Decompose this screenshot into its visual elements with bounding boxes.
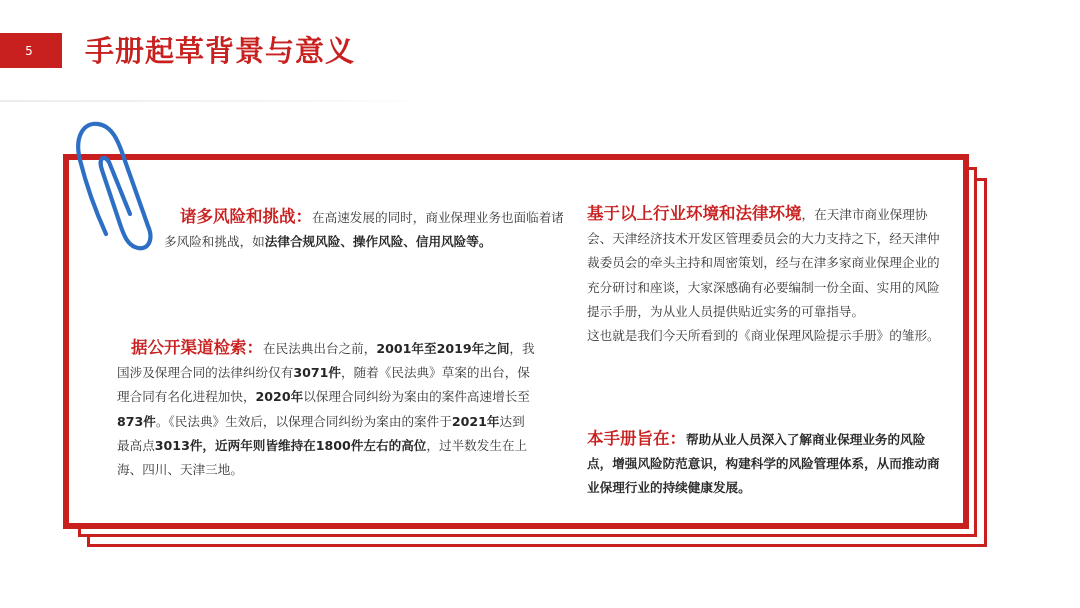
industry-environment-block bbox=[587, 202, 947, 348]
industry-environment-heading: 基于以上行业环境和法律环境 bbox=[587, 204, 802, 223]
manual-purpose-block bbox=[587, 427, 947, 501]
risk-types-bold: 法律合规风险、操作风险、信用风险等。 bbox=[264, 234, 492, 250]
period-bold: 2001年至2019年之间 bbox=[376, 341, 510, 356]
count-3071-bold: 3071件 bbox=[293, 365, 341, 381]
page-number-badge: 5 bbox=[0, 33, 62, 68]
count-873-bold: 873件 bbox=[117, 413, 156, 429]
public-search-text-1: 在民法典出台之前， bbox=[263, 341, 377, 356]
public-search-heading: 据公开渠道检索： bbox=[131, 338, 263, 357]
manual-purpose-heading: 本手册旨在： bbox=[587, 429, 686, 448]
public-search-text-4: 以保理合同纠纷为案由的案件高速增长至 bbox=[303, 389, 530, 405]
public-search-text-7: ，过半数发生在上海、四川、天津三地。 bbox=[117, 437, 528, 478]
public-search-text-3: ，随着《民法典》草案的出台，保理合同有名化进程加快， bbox=[117, 365, 530, 405]
page-title: 手册起草背景与意义 bbox=[85, 34, 356, 68]
risk-challenge-block bbox=[164, 205, 564, 254]
year-2020-bold: 2020年 bbox=[255, 389, 304, 405]
risk-challenge-heading: 诸多风险和挑战： bbox=[180, 207, 312, 226]
risk-challenge-text: 在高速发展的同时，商业保理业务也面临着诸多风险和挑战，如 bbox=[164, 210, 564, 250]
public-search-block bbox=[117, 336, 537, 482]
public-search-text-5: 。《民法典》生效后，以保理合同纠纷为案由的案件于 bbox=[155, 413, 452, 429]
title-divider bbox=[0, 100, 430, 102]
public-search-text-2: ，我国涉及保理合同的法律纠纷仅有 bbox=[117, 341, 535, 381]
industry-environment-text: ，在天津市商业保理协会、天津经济技术开发区管理委员会的大力支持之下，经天津仲裁委员会的牵头主持和周密策划，经与在津多家商业保理企业的充分研讨和座谈，大家深感确有必要编制一份全面、实用的风险提示手册，为从业人员提供贴近实务的可靠指导。 bbox=[587, 207, 940, 319]
year-2021-bold: 2021年 bbox=[451, 413, 500, 429]
paperclip-icon bbox=[68, 118, 163, 253]
public-search-text-6: 达到最高点 bbox=[117, 413, 525, 453]
manual-origin-text: 这也就是我们今天所看到的《商业保理风险提示手册》的雏形。 bbox=[587, 328, 940, 344]
count-3013-bold: 3013件，近两年则皆维持在1800件左右的高位 bbox=[154, 437, 427, 453]
manual-purpose-text: 帮助从业人员深入了解商业保理业务的风险点，增强风险防范意识，构建科学的风险管理体系，从而推动商业保理行业的持续健康发展。 bbox=[587, 432, 940, 496]
